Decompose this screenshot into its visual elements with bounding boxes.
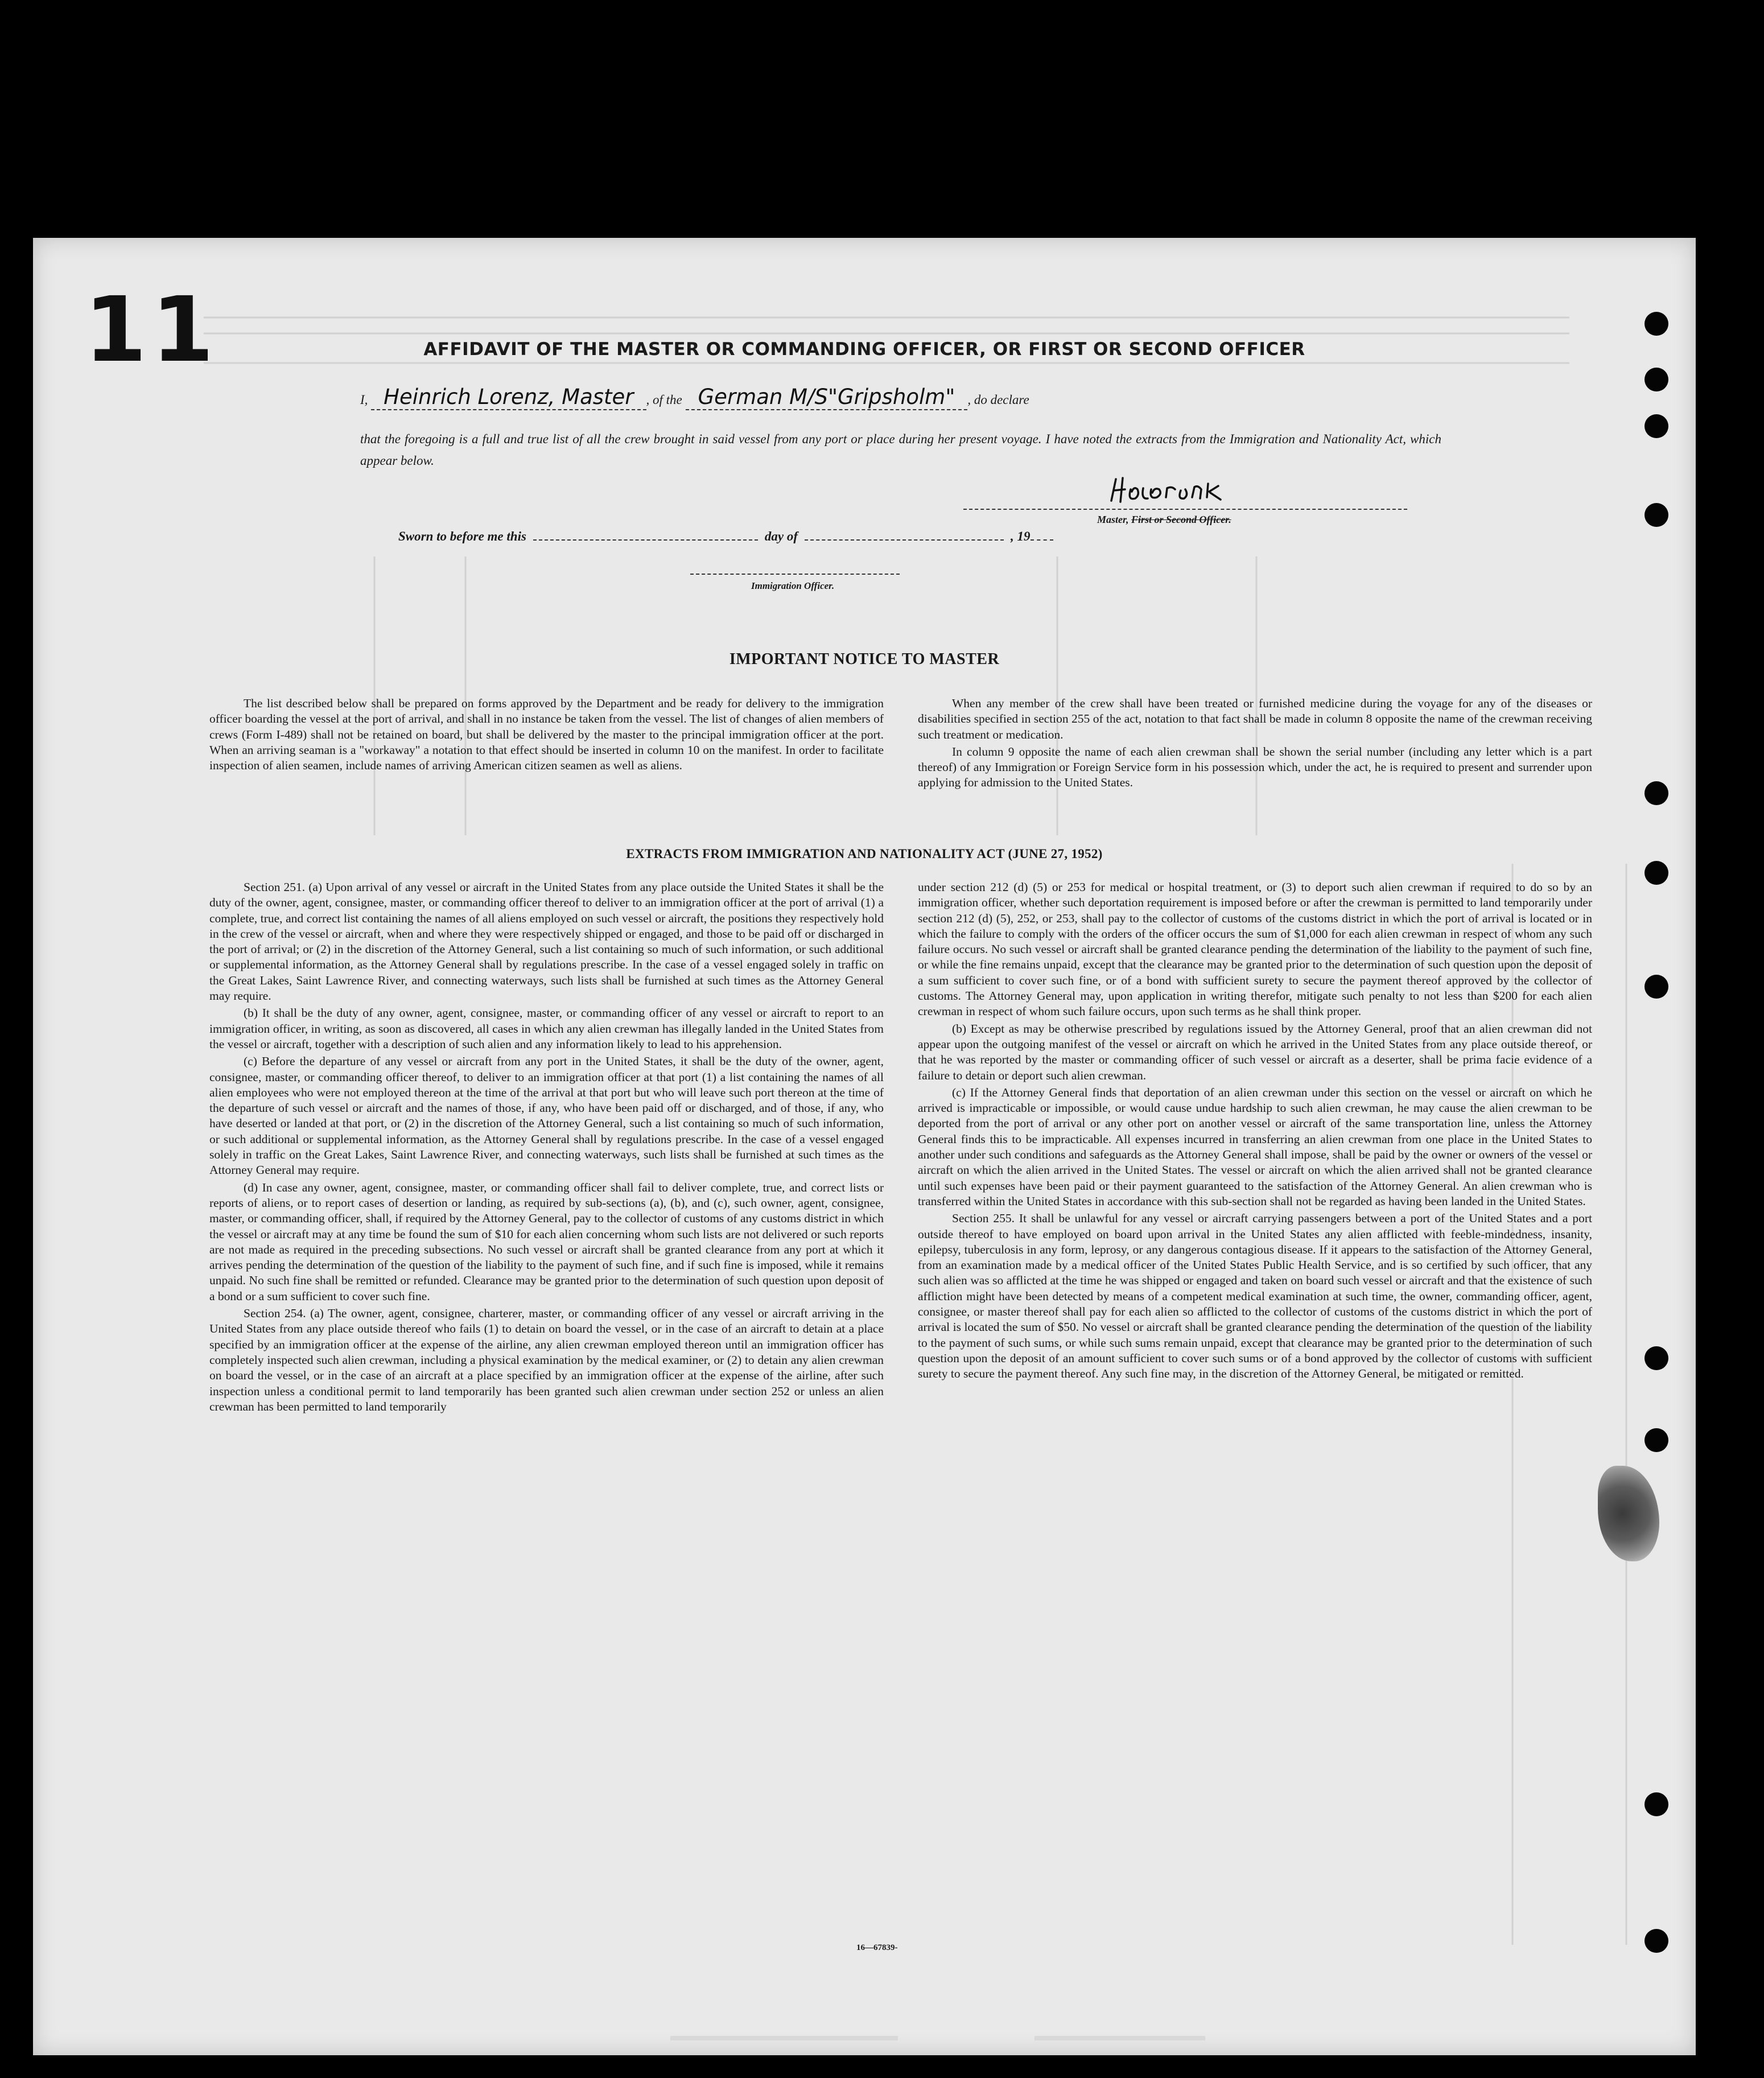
- act-paragraph: (b) It shall be the duty of any owner, agent, consignee, master, or commanding officer of any vessel or aircraft to report to an immigration officer, in writing, as soon as discovered, all cases in which any alien crewman has illegally landed in the United States from the vessel or aircraft, together with a description of such alien and any information likely to lead to his apprehension.: [209, 1006, 884, 1051]
- of-the-label: , of the: [646, 393, 682, 407]
- punch-hole: [1645, 368, 1668, 391]
- punch-hole: [1645, 1428, 1668, 1452]
- do-declare-label: , do declare: [967, 393, 1029, 407]
- punch-hole: [1645, 1792, 1668, 1816]
- act-paragraph: (d) In case any owner, agent, consignee, master, or commanding officer shall fail to deliver complete, true, and correct lists or reports of aliens, or to report cases of desertion or landing, as required by sub-sections (a), (b), and (c), such owner, agent, consignee, master, or commanding officer, shall, if required by the Attorney General, pay to the collector of customs of any customs district in which the vessel or aircraft may at any time be found the sum of $10 for each alien concerning whom such lists are not delivered or such reports are not made as required in the preceding subsections. No such vessel or aircraft shall be granted clearance from any port at which it arrives pending the determination of the question of the liability to the payment of such fine, and if such fine is imposed, while it remains unpaid. No such fine shall be remitted or refunded. Clearance may be granted prior to the determination of such question upon deposit of a bond or a sum sufficient to cover such fine.: [209, 1180, 884, 1303]
- immigration-officer-caption: Immigration Officer.: [751, 580, 835, 591]
- immigration-officer-line: [690, 574, 900, 575]
- sworn-date-blank: [533, 539, 758, 541]
- act-paragraph: (c) Before the departure of any vessel or aircraft from any port in the United States, it shall be the duty of the owner, agent, consignee, master, or commanding officer thereof, to deliver to an immigration officer at that port (1) a list containing the names of all alien employees who were not employed thereon at the time of the arrival at that port but who will leave such port thereon at the time of the departure of such vessel or aircraft and the names of those, if any, who have been paid off or discharged, and of those, if any, who have deserted or landed at that port, or (2) in the discretion of the Attorney General, such a list containing so much of such information, or such additional or supplemental information, as the Attorney General shall by regulations prescribe. In the case of a vessel engaged solely in traffic on the Great Lakes, Saint Lawrence River, and connecting waterways, such lists shall be furnished at such times as the Attorney General may require.: [209, 1054, 884, 1177]
- sworn-prefix: Sworn to before me this: [398, 529, 526, 543]
- declaration-line: [360, 386, 1441, 411]
- punch-hole: [1645, 975, 1668, 999]
- sworn-day-label: day of: [764, 529, 798, 543]
- punch-hole: [1645, 414, 1668, 438]
- act-right-column: [918, 880, 1592, 1384]
- punch-hole: [1645, 1346, 1668, 1370]
- notice-title: IMPORTANT NOTICE TO MASTER: [729, 650, 1000, 668]
- notice-right-column: [918, 696, 1592, 793]
- signature-caption-master: Master,: [1097, 514, 1129, 525]
- master-signature: [1106, 472, 1276, 512]
- master-name-field: Heinrich Lorenz, Master: [371, 385, 646, 410]
- declaration-body: that the foregoing is a full and true list of all the crew brought in said vessel from any port or place during her present voyage. I have noted the extracts from the Immigration and Nationality Act, which appear below.: [360, 432, 1441, 468]
- form-number: 16—67839-: [856, 1943, 898, 1952]
- sworn-month-blank: [805, 539, 1004, 541]
- notice-paragraph: The list described below shall be prepared on forms approved by the Department and be ready for delivery to the immigration officer boarding the vessel at the port of arrival, and shall in no instance be taken from the vessel. The list of changes of alien members of crews (Form I-489) shall not be retained on board, but shall be delivered by the master to the principal immigration officer at the port. When an arriving seaman is a "workaway" a notation to that effect should be inserted in column 10 on the manifest. In order to facilitate inspection of alien seamen, include names of arriving American citizen seamen as well as aliens.: [209, 696, 884, 773]
- declaration-prefix: I,: [360, 393, 368, 407]
- affidavit-title: AFFIDAVIT OF THE MASTER OR COMMANDING OFFICER, OR FIRST OR SECOND OFFICER: [423, 339, 1305, 360]
- signature-caption: [1097, 514, 1231, 526]
- punch-hole: [1645, 861, 1668, 885]
- sheet-number: 11: [84, 278, 219, 382]
- punch-hole: [1645, 1929, 1668, 1953]
- act-paragraph: Section 254. (a) The owner, agent, consignee, charterer, master, or commanding officer of any vessel or aircraft arriving in the United States from any place outside thereof who fails (1) to detain on board the vessel, or in the case of an aircraft to detain at a place specified by an immigration officer at the expense of the airline, any alien crewman employed thereon until an immigration officer has completely inspected such alien crewman, including a physical examination by the medical examiner, or (2) to detain any alien crewman on board the vessel, or in the case of an aircraft at a place specified by an immigration officer at the expense of the airline, after such inspection unless a conditional permit to land temporarily has been granted such alien crewman under section 252 or unless an alien crewman has been permitted to land temporarily: [209, 1306, 884, 1413]
- sworn-line: [398, 529, 1053, 544]
- sworn-year-label: , 19: [1011, 529, 1031, 543]
- punch-hole: [1645, 503, 1668, 527]
- document-page: [33, 238, 1696, 2055]
- notice-paragraph: When any member of the crew shall have been treated or furnished medicine during the voyage for any of the diseases or disabilities specified in section 255 of the act, notation to that fact shall be made in column 8 opposite the name of the crewman receiving such treatment or medication.: [918, 696, 1592, 741]
- act-paragraph: (c) If the Attorney General finds that deportation of an alien crewman under this section on the vessel or aircraft on which he arrived is impracticable or impossible, or would cause undue hardship to such alien crewman, he may cause the alien crewman to be deported from the port of arrival or any other port on another vessel or aircraft of the same transportation line, unless the Attorney General finds this to be impracticable. All expenses incurred in transferring an alien crewman from one place in the United States to another under such conditions and safeguards as the Attorney General shall impose, shall be paid by the owner or owners of the vessel or aircraft on which the alien arrived in the United States. The vessel or aircraft on which the alien arrived shall not be granted clearance until such expenses have been paid or their payment guaranteed to the satisfaction of the Attorney General. An alien crewman who is transferred within the United States in accordance with this sub-section shall not be regarded as having been landed in the United States.: [918, 1085, 1592, 1208]
- notice-paragraph: In column 9 opposite the name of each alien crewman shall be shown the serial number (including any letter which is a part thereof) of any Immigration or Foreign Service form in his possession which, under the act, he is required to present and surrender upon applying for admission to the United States.: [918, 744, 1592, 790]
- punch-hole: [1645, 781, 1668, 805]
- notice-left-column: [209, 696, 884, 775]
- vessel-name-field: German M/S"Gripsholm": [686, 385, 968, 410]
- act-paragraph: (b) Except as may be otherwise prescribed by regulations issued by the Attorney General, proof that an alien crewman did not appear upon the outgoing manifest of the vessel or aircraft on which he arrived in the United States from any place outside thereof, or that he was reported by the master or commanding officer of such vessel or aircraft as a deserter, shall be prima facie evidence of a failure to detain or deport such alien crewman.: [918, 1021, 1592, 1082]
- signature-caption-struck: First or Second Officer.: [1131, 514, 1231, 525]
- act-paragraph: Section 251. (a) Upon arrival of any vessel or aircraft in the United States from any place outside the United States it shall be the duty of the owner, agent, consignee, master, or commanding officer thereof to deliver to an immigration officer at the port of arrival (1) a complete, true, and correct list containing the names of all aliens employed on such vessel or aircraft, the positions they respectively hold in the crew of the vessel or aircraft, when and where they were respectively shipped or engaged, and those to be paid off or discharged in the port of arrival; or (2) in the discretion of the Attorney General, such a list containing so much of such information, or such additional or supplemental information, as the Attorney General shall by regulations prescribe. In the case of a vessel engaged solely in traffic on the Great Lakes, Saint Lawrence River, and connecting waterways, such lists shall be furnished at such times as the Attorney General may require.: [209, 880, 884, 1003]
- act-left-column: [209, 880, 884, 1416]
- act-paragraph: under section 212 (d) (5) or 253 for medical or hospital treatment, or (3) to deport such alien crewman if required to do so by an immigration officer, whether such deportation requirement is imposed before or after the crewman is permitted to land temporarily under section 212 (d) (5), 252, or 253, shall pay to the collector of customs of the customs district in which the port of arrival is located or in which the failure to comply with the orders of the officer occurs the sum of $1,000 for each alien crewman in respect of whom any such failure occurs. No such vessel or aircraft shall be granted clearance pending the determination of the liability to the payment of such fine, or while the fine remains unpaid, except that the clearance may be granted prior to the determination of such question upon the deposit of a sum sufficient to cover such fine, or of a bond with sufficient surety to secure the payment thereof approved by the collector of customs. The Attorney General may, upon application in writing therefor, mitigate such penalty to not less than $200 for each alien crewman in respect of whom such failure occurs, upon such terms as he shall think proper.: [918, 880, 1592, 1019]
- act-paragraph: Section 255. It shall be unlawful for any vessel or aircraft carrying passengers between a port of the United States and a port outside thereof to have employed on board upon arrival in the United States any alien afflicted with feeble-mindedness, insanity, epilepsy, tuberculosis in any form, leprosy, or any dangerous contagious disease. If it appears to the satisfaction of the Attorney General, from an examination made by a medical officer of the United States Public Health Service, and is so certified by such officer, that any such alien was so afflicted at the time he was shipped or engaged and taken on board such vessel or aircraft and that the existence of such affliction might have been detected by means of a competent medical examination at such time, the owner, commanding officer, agent, consignee, or master thereof shall pay for each alien so afflicted to the collector of customs of the customs district in which the port of arrival is located the sum of $50. No vessel or aircraft shall be granted clearance pending the determination of the question of the liability to the payment of such sums, or while such sums remain unpaid, except that clearance may be granted prior to the determination of such question upon the deposit of an amount sufficient to cover such sums or of a bond approved by the collector of customs with sufficient surety to secure the payment thereof. Any such fine may, in the discretion of the Attorney General, be mitigated or remitted.: [918, 1211, 1592, 1381]
- paper-tear-damage: [1598, 1466, 1659, 1561]
- sworn-year-blank: [1031, 539, 1053, 541]
- signature-line: [963, 509, 1407, 510]
- punch-hole: [1645, 312, 1668, 336]
- extracts-title: EXTRACTS FROM IMMIGRATION AND NATIONALITY ACT (JUNE 27, 1952): [626, 847, 1103, 861]
